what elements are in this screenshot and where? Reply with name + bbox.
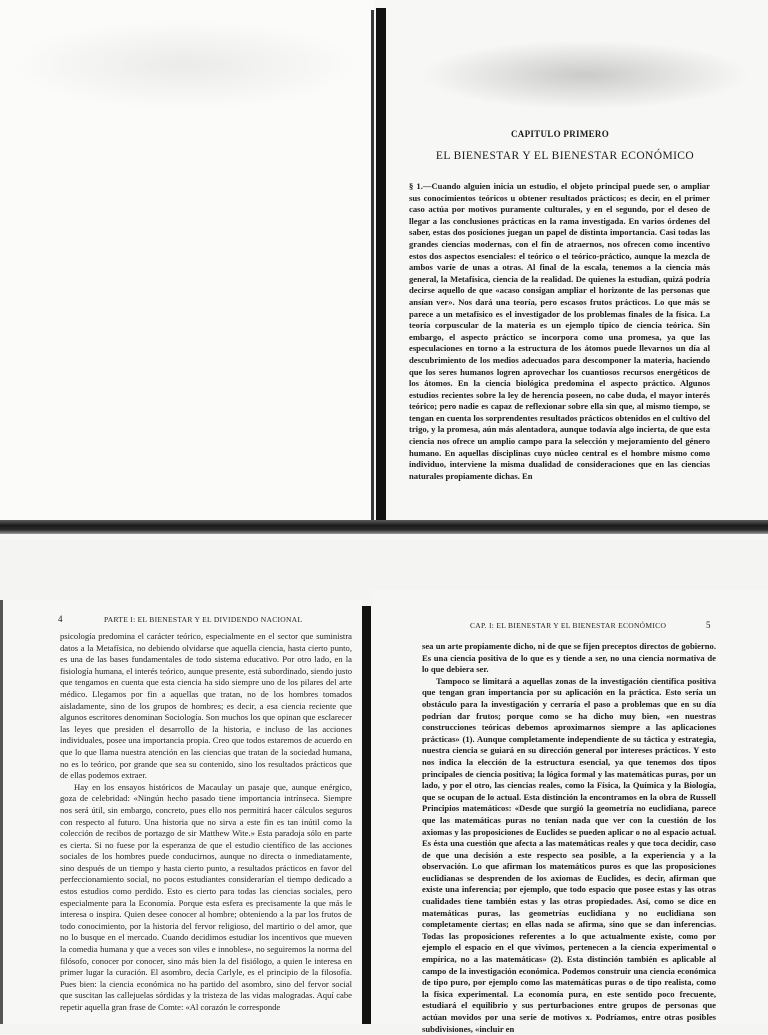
right-paragraph-1: sea un arte propiamente dicho, ni de que se fijen preceptos directos de gobierno. Es una ciencia positiva de lo que es y tiende a ser, no una ciencia normativa de lo que debiera ser. [422, 641, 716, 675]
left-running-head: PARTE I: EL BIENESTAR Y EL DIVIDENDO NACIONAL [104, 615, 303, 624]
left-paragraph-1: psicología predomina el carácter teórico, especialmente en el sector que suministra datos a la Metafísica, no debiendo olvidarse que aquella ciencia, hasta cierto punto, es una de las bases fundamentales de todo sistema educativo. Por otro lado, en la fisiología humana, el interés teórico, aunque presente, está subordinado, siendo justo que tengamos en cuenta que esta ciencia ha sido siempre uno de los pilares del arte médico. Llegamos por fin a aquellas que tratan, no de los hombres tomados aisladamente, sino de los grupos de hombres; es decir, a esa ciencia reciente que algunos escritores denominan Sociología. Son muchos los que opinan que esclarecer las leyes que presiden el desarrollo de la historia, e incluso de las acciones individuales, posee una importancia propia. Creo que todos estaremos de acuerdo en que lo que llama nuestra atención en las ciencias que tratan de la sociedad humana, no es lo teórico, por grande que sea su contenido, sino los resultados prácticos que de ellas podemos extraer. [60, 631, 352, 781]
scan-smudge [10, 20, 360, 110]
right-running-head: CAP. I: EL BIENESTAR Y EL BIENESTAR ECONÓMICO [470, 621, 667, 630]
scan-smudge [420, 40, 750, 110]
chapter-label: CAPITULO PRIMERO [510, 129, 610, 139]
chapter-opening-paragraph: § 1.—Cuando alguien inicia un estudio, el objeto principal puede ser, o ampliar sus conocimientos teóricos u obtener resultados prácticos; es decir, en el primer caso actúa por motivos puramente culturales, y en el segundo, por el deseo de llegar a las conclusiones prácticas en la rama investigada. En varios órdenes del saber, estas dos posiciones juegan un papel de distinta importancia. Casi todas las grandes ciencias modernas, con el fin de atraernos, nos ofrecen como incentivo estos dos aspectos esenciales: el teórico o el teórico-práctico, aunque la mezcla de ambos varíe de unas a otras. Al final de la escala, tenemos a la ciencia más general, la Metafísica, ciencia de la realidad. De quienes la estudian, quizá podría decirse aquello de que «acaso consigan ampliar el horizonte de las personas que ansían ver». Nos dará una teoría, pero escasos frutos prácticos. Lo que más se parece a un metafísico es el investigador de los problemas finales de la física. La teoría corpuscular de la materia es un ejemplo típico de ciencia teórica. Sin embargo, el aspecto práctico se incorpora como una promesa, ya que las especulaciones en torno a la estructura de los átomos puede llevarnos un día al descubrimiento de los medios adecuados para descomponer la materia, haciendo que los seres humanos logren aprovechar los cuantiosos recursos energéticos de los átomos. En la ciencia biológica predomina el aspecto práctico. Algunos estudios recientes sobre la ley de herencia poseen, no cabe duda, el mayor interés teórico; pero nadie es capaz de reflexionar sobre ella sin que, al mismo tiempo, se tengan en cuenta los sorprendentes resultados prácticos obtenidos en el cultivo del trigo, y la promesa, aún más alentadora, aunque todavía algo incierta, de que esta ciencia nos ofrece un amplio campo para la selección y mejoramiento del género humano. En aquellas disciplinas cuyo núcleo central es el hombre mismo como individuo, interviene la misma dualidad de consideraciones que en las ciencias naturales propiamente dichas. En [409, 181, 710, 481]
chapter-title: EL BIENESTAR Y EL BIENESTAR ECONÓMICO [435, 150, 695, 162]
right-page-body [422, 641, 716, 1035]
right-paragraph-2: Tampoco se limitará a aquellas zonas de la investigación científica positiva que tengan gran importancia por su aplicación en la práctica. Esto sería un obstáculo para la investigación y cerraría el paso a problemas que en su día podrían dar frutos; porque como se ha dicho muy bien, «en nuestras construcciones teóricas debemos aproximarnos siempre a las aplicaciones prácticas» (1). Aunque completamente independiente de su táctica y estrategia, nuestra ciencia se guiará en su dirección general por intereses prácticos. Y esto nos indica la elección de la estructura esencial, ya que tenemos dos tipos principales de ciencia positiva; la lógica formal y las matemáticas puras, por un lado, y por el otro, las ciencias reales, como la Física, la Química y la Biología, que se ocupan de lo actual. Esta distinción la encontramos en la obra de Russell Principios matemáticos: «Desde que surgió la geometría no euclidiana, parece que las matemáticas puras no tenían nada que ver con la cuestión de los axiomas y las proposiciones de Euclides se pueden aplicar o no al espacio actual. Es ésta una cuestión que afecta a las matemáticas reales y que toca decidir, caso de que una decisión a este respecto sea posible, a la experiencia y a la observación. Lo que afirman los matemáticos puros es que las proposiciones euclidianas se desprenden de los axiomas de Euclides, es decir, afirman que existe una inferencia; por ejemplo, que todo espacio que posee estas y las otras cualidades tiene también estas y las otras propiedades. Así, como se dice en matemáticas puras, las geometrías euclidiana y no euclidiana son completamente ciertas; en ellas nada se afirma, sino que se dan inferencias. Todas las proposiciones referentes a lo que actualmente existe, como por ejemplo el espacio en el que vivimos, pertenecen a la ciencia experimental o empírica, no a las matemáticas» (2). Esta distinción también es aplicable al campo de la investigación económica. Podemos construir una ciencia económica de tipo puro, por ejemplo como las matemáticas puras o de tipo realista, como la física experimental. La economía pura, en este sentido poco frecuente, estudiará el equilibrio y sus perturbaciones entre grupos de personas que actúan movidos por una serie de motivos x. Podríamos, entre otras posibles subdivisiones, «incluir en [422, 675, 716, 1034]
left-page-body [60, 631, 352, 1014]
bottom-spine [362, 606, 371, 1024]
left-paragraph-2: Hay en los ensayos históricos de Macaulay un pasaje que, aunque enérgico, goza de celebridad: «Ningún hecho pasado tiene importancia intrínseca. Siempre nos será útil, sin embargo, concreto, pues ello nos permitirá hacer cálculos seguros con respecto al futuro. Una historia que no sirva a este fin es tan inútil como la colección de recibos de portazgo de sir Matthew Wite.» Esta paradoja sólo en parte es cierta. Si no fuese por la esperanza de que el estudio científico de las acciones sociales de los hombres puede conducirnos, aunque no directa o inmediatamente, sino después de un tiempo y hasta cierto punto, a resultados prácticos en favor del perfeccionamiento social, no pocos estudiantes considerarían el tiempo dedicado a estos estudios como perdido. Esto es cierto para todas las ciencias sociales, pero especialmente para la Economía. Porque esta esfera es precisamente la que más le interesa o inspira. Quien desee conocer al hombre; obteniendo a la par los frutos de todo conocimiento, por la historia del fervor religioso, del martirio o del amor, que no lo busque en el mercado. Cuando decidimos estudiar los incentivos que mueven la comedia humana y que a veces son viles e innobles», no seguiremos la norma del filósofo, conocer por conocer, sino más bien la del fisiólogo, a quien le interesa en primer lugar la curación. El asombro, decía Carlyle, es el principio de la filosofía. Pues bien: la ciencia económica no ha partido del asombro, sino del fervor social que suscitan las callejuelas sórdidas y la tristeza de las vidas malogradas. Aquí cabe repetir aquella gran frase de Comte: «Al corazón le corresponde [60, 781, 352, 1012]
left-page-edge [0, 600, 3, 1024]
page-separator-band [0, 520, 768, 534]
right-page-number: 5 [706, 620, 711, 630]
top-spine [376, 8, 386, 533]
left-page-number: 4 [58, 614, 63, 624]
top-spine-shadow [371, 10, 374, 530]
